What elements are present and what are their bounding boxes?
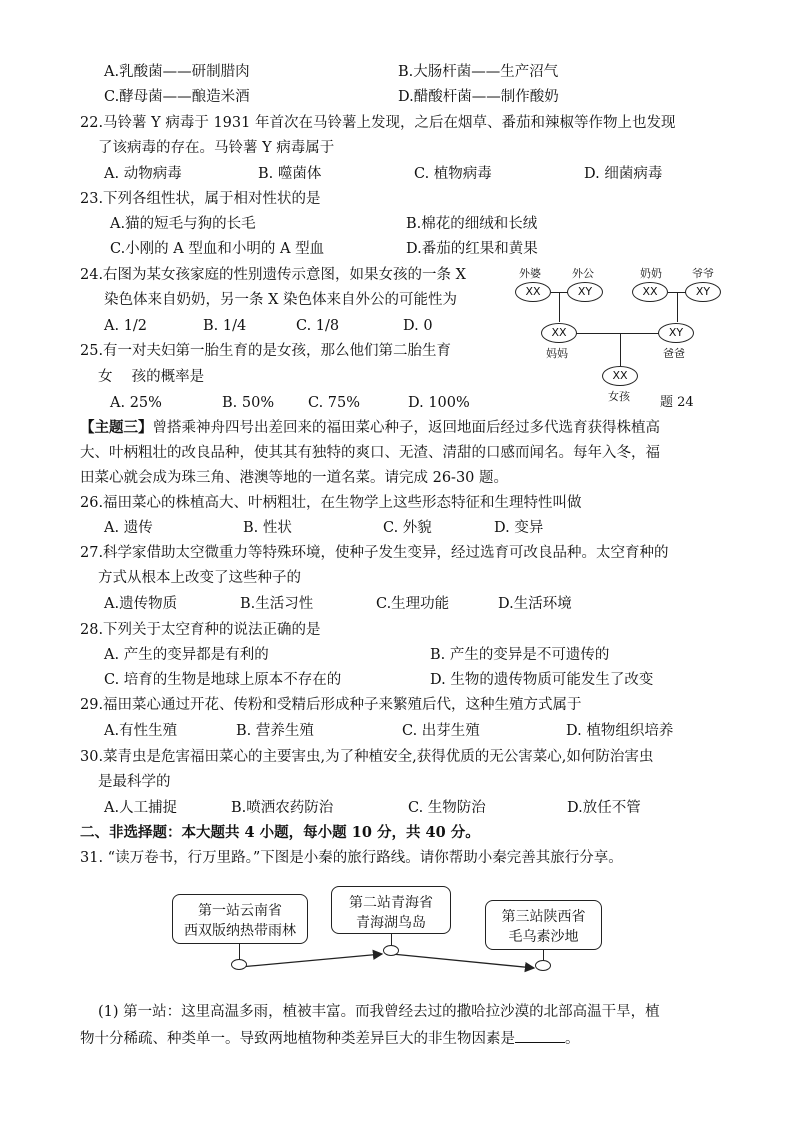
q26-stem: 26.福田菜心的株植高大、叶柄粗壮，在生物学上这些形态特征和生理特性叫做 [80,495,582,511]
q31-sub1-line2: 物十分稀疏、种类单一。导致两地植物种类差异巨大的非生物因素是 [80,1031,515,1047]
stop3-line2: 毛乌素沙地 [508,929,579,945]
q25-stem-line2: 女 孩的概率是 [98,369,205,385]
q21-option-d: D.醋酸杆菌——制作酸奶 [398,89,559,105]
q29-stem: 29.福田菜心通过开花、传粉和受精后形成种子来繁殖后代，这种生殖方式属于 [80,697,582,713]
q27-option-c: C.生理功能 [376,596,450,612]
q25-option-d: D. 100% [408,395,470,411]
q30-option-d: D.放任不管 [567,800,641,816]
q26-option-b: B. 性状 [243,520,292,536]
q29-option-c: C. 出芽生殖 [402,723,480,739]
waipo-label: 外婆 [519,267,541,280]
q28-option-c: C. 培育的生物是地球上原本不存在的 [104,672,342,688]
stop1-line2: 西双版纳热带雨林 [184,923,296,939]
waipo-node: XX [515,282,551,302]
q22-option-d: D. 细菌病毒 [584,166,663,182]
q30-stem-line1: 30.菜青虫是危害福田菜心的主要害虫,为了种植安全,获得优质的无公害菜心,如何防治害虫 [80,749,654,765]
stop3-box [485,900,602,950]
diagram-caption: 题 24 [660,395,694,410]
q30-option-a: A.人工捕捉 [104,800,178,816]
q29-option-a: A.有性生殖 [104,723,178,739]
stop2-box [331,886,451,934]
q21-option-a: A.乳酸菌——研制腊肉 [104,64,250,80]
route-arrow-2-to-3 [392,954,534,968]
q23-option-d: D.番茄的红果和黄果 [406,241,538,257]
q29-option-b: B. 营养生殖 [236,723,314,739]
q22-stem-line2: 了该病毒的存在。马铃薯 Y 病毒属于 [98,140,335,156]
q30-stem-line2: 是最科学的 [98,774,171,790]
q24-stem-line2: 染色体来自奶奶，另一条 X 染色体来自外公的可能性为 [104,292,458,308]
q30-option-b: B.喷洒农药防治 [231,800,334,816]
q28-stem: 28.下列关于太空育种的说法正确的是 [80,622,321,638]
girl-node: XX [602,366,638,386]
q25-stem-line1: 25.有一对夫妇第一胎生育的是女孩，那么他们第二胎生育 [80,343,452,359]
q27-option-d: D.生活环境 [498,596,572,612]
stop3-line1: 第三站陕西省 [501,909,586,925]
q22-option-b: B. 噬菌体 [258,166,322,182]
q24-option-c: C. 1/8 [296,318,340,334]
waigong-label: 外公 [572,267,594,280]
q27-option-a: A.遗传物质 [104,596,178,612]
theme3-line1: 曾搭乘神舟四号出差回来的福田菜心种子，返回地面后经过多代选育获得株植高 [152,420,660,436]
q23-option-b: B.棉花的细绒和长绒 [406,216,538,232]
mama-label: 妈妈 [546,347,568,360]
theme3-line3: 田菜心就会成为珠三角、港澳等地的一道名菜。请完成 26-30 题。 [80,470,509,486]
q21-option-b: B.大肠杆菌——生产沼气 [398,64,559,80]
nainai-node: XX [632,282,668,302]
q22-option-c: C. 植物病毒 [414,166,492,182]
theme3-tag: 【主题三】 [80,419,153,436]
stop1-line1: 第一站云南省 [198,903,282,919]
q28-option-d: D. 生物的遗传物质可能发生了改变 [430,672,654,688]
yeye-label: 爷爷 [692,267,714,280]
q21-option-c: C.酵母菌——酿造米酒 [104,89,250,105]
baba-label: 爸爸 [663,347,685,360]
q24-option-d: D. 0 [403,318,433,334]
nainai-label: 奶奶 [640,267,662,280]
girl-label: 女孩 [608,390,630,403]
q23-option-c: C.小刚的 A 型血和小明的 A 型血 [110,241,325,257]
pin-base-2 [383,945,399,956]
answer-blank[interactable] [515,1028,565,1043]
pin-stem-2 [391,932,392,946]
mama-node: XX [541,323,577,343]
q31-sub1-line1: (1) 第一站：这里高温多雨，植被丰富。而我曾经去过的撒哈拉沙漠的北部高温干旱，植 [98,1004,660,1020]
q27-option-b: B.生活习性 [240,596,314,612]
q23-option-a: A.猫的短毛与狗的长毛 [110,216,256,232]
q25-option-c: C. 75% [308,395,361,411]
q26-option-d: D. 变异 [494,520,544,536]
q22-option-a: A. 动物病毒 [104,166,182,182]
q27-stem-line2: 方式从根本上改变了这些种子的 [98,570,301,586]
yeye-node: XY [685,282,721,302]
theme3-line2: 大、叶柄粗壮的改良品种，使其其有独特的爽口、无渣、清甜的口感而闻名。每年入冬，福 [80,445,660,461]
q23-stem: 23.下列各组性状，属于相对性状的是 [80,191,321,207]
pin-base-3 [535,960,551,971]
pin-stem-1 [239,942,240,960]
q31-sub1-end: 。 [565,1031,580,1047]
q30-option-c: C. 生物防治 [408,800,486,816]
pin-base-1 [231,959,247,970]
q29-option-d: D. 植物组织培养 [566,723,674,739]
stop2-line2: 青海湖鸟岛 [356,915,426,931]
q24-option-a: A. 1/2 [104,318,148,334]
stop2-line1: 第二站青海省 [349,895,433,911]
waigong-node: XY [567,282,603,302]
route-arrow-1-to-2 [240,954,382,967]
q28-option-b: B. 产生的变异是不可遗传的 [430,647,610,663]
section2-title: 二、非选择题：本大题共 4 小题，每小题 10 分，共 40 分。 [80,824,480,841]
q26-option-c: C. 外貌 [383,520,432,536]
q24-option-b: B. 1/4 [203,318,247,334]
q31-stem: 31. “读万卷书，行万里路。”下图是小秦的旅行路线。请你帮助小秦完善其旅行分享。 [80,850,623,866]
q27-stem-line1: 27.科学家借助太空微重力等特殊环境，使种子发生变异，经过选育可改良品种。太空育种的 [80,545,669,561]
q25-option-b: B. 50% [222,395,275,411]
q26-option-a: A. 遗传 [104,520,153,536]
q28-option-a: A. 产生的变异都是有利的 [104,647,269,663]
q25-option-a: A. 25% [110,395,162,411]
q24-stem-line1: 24.右图为某女孩家庭的性别遗传示意图，如果女孩的一条 X [80,267,466,283]
stop1-box [172,894,308,944]
q22-stem-line1: 22.马铃薯 Y 病毒于 1931 年首次在马铃薯上发现，之后在烟草、番茄和辣椒等作物上也发现 [80,115,676,131]
baba-node: XY [658,323,694,343]
